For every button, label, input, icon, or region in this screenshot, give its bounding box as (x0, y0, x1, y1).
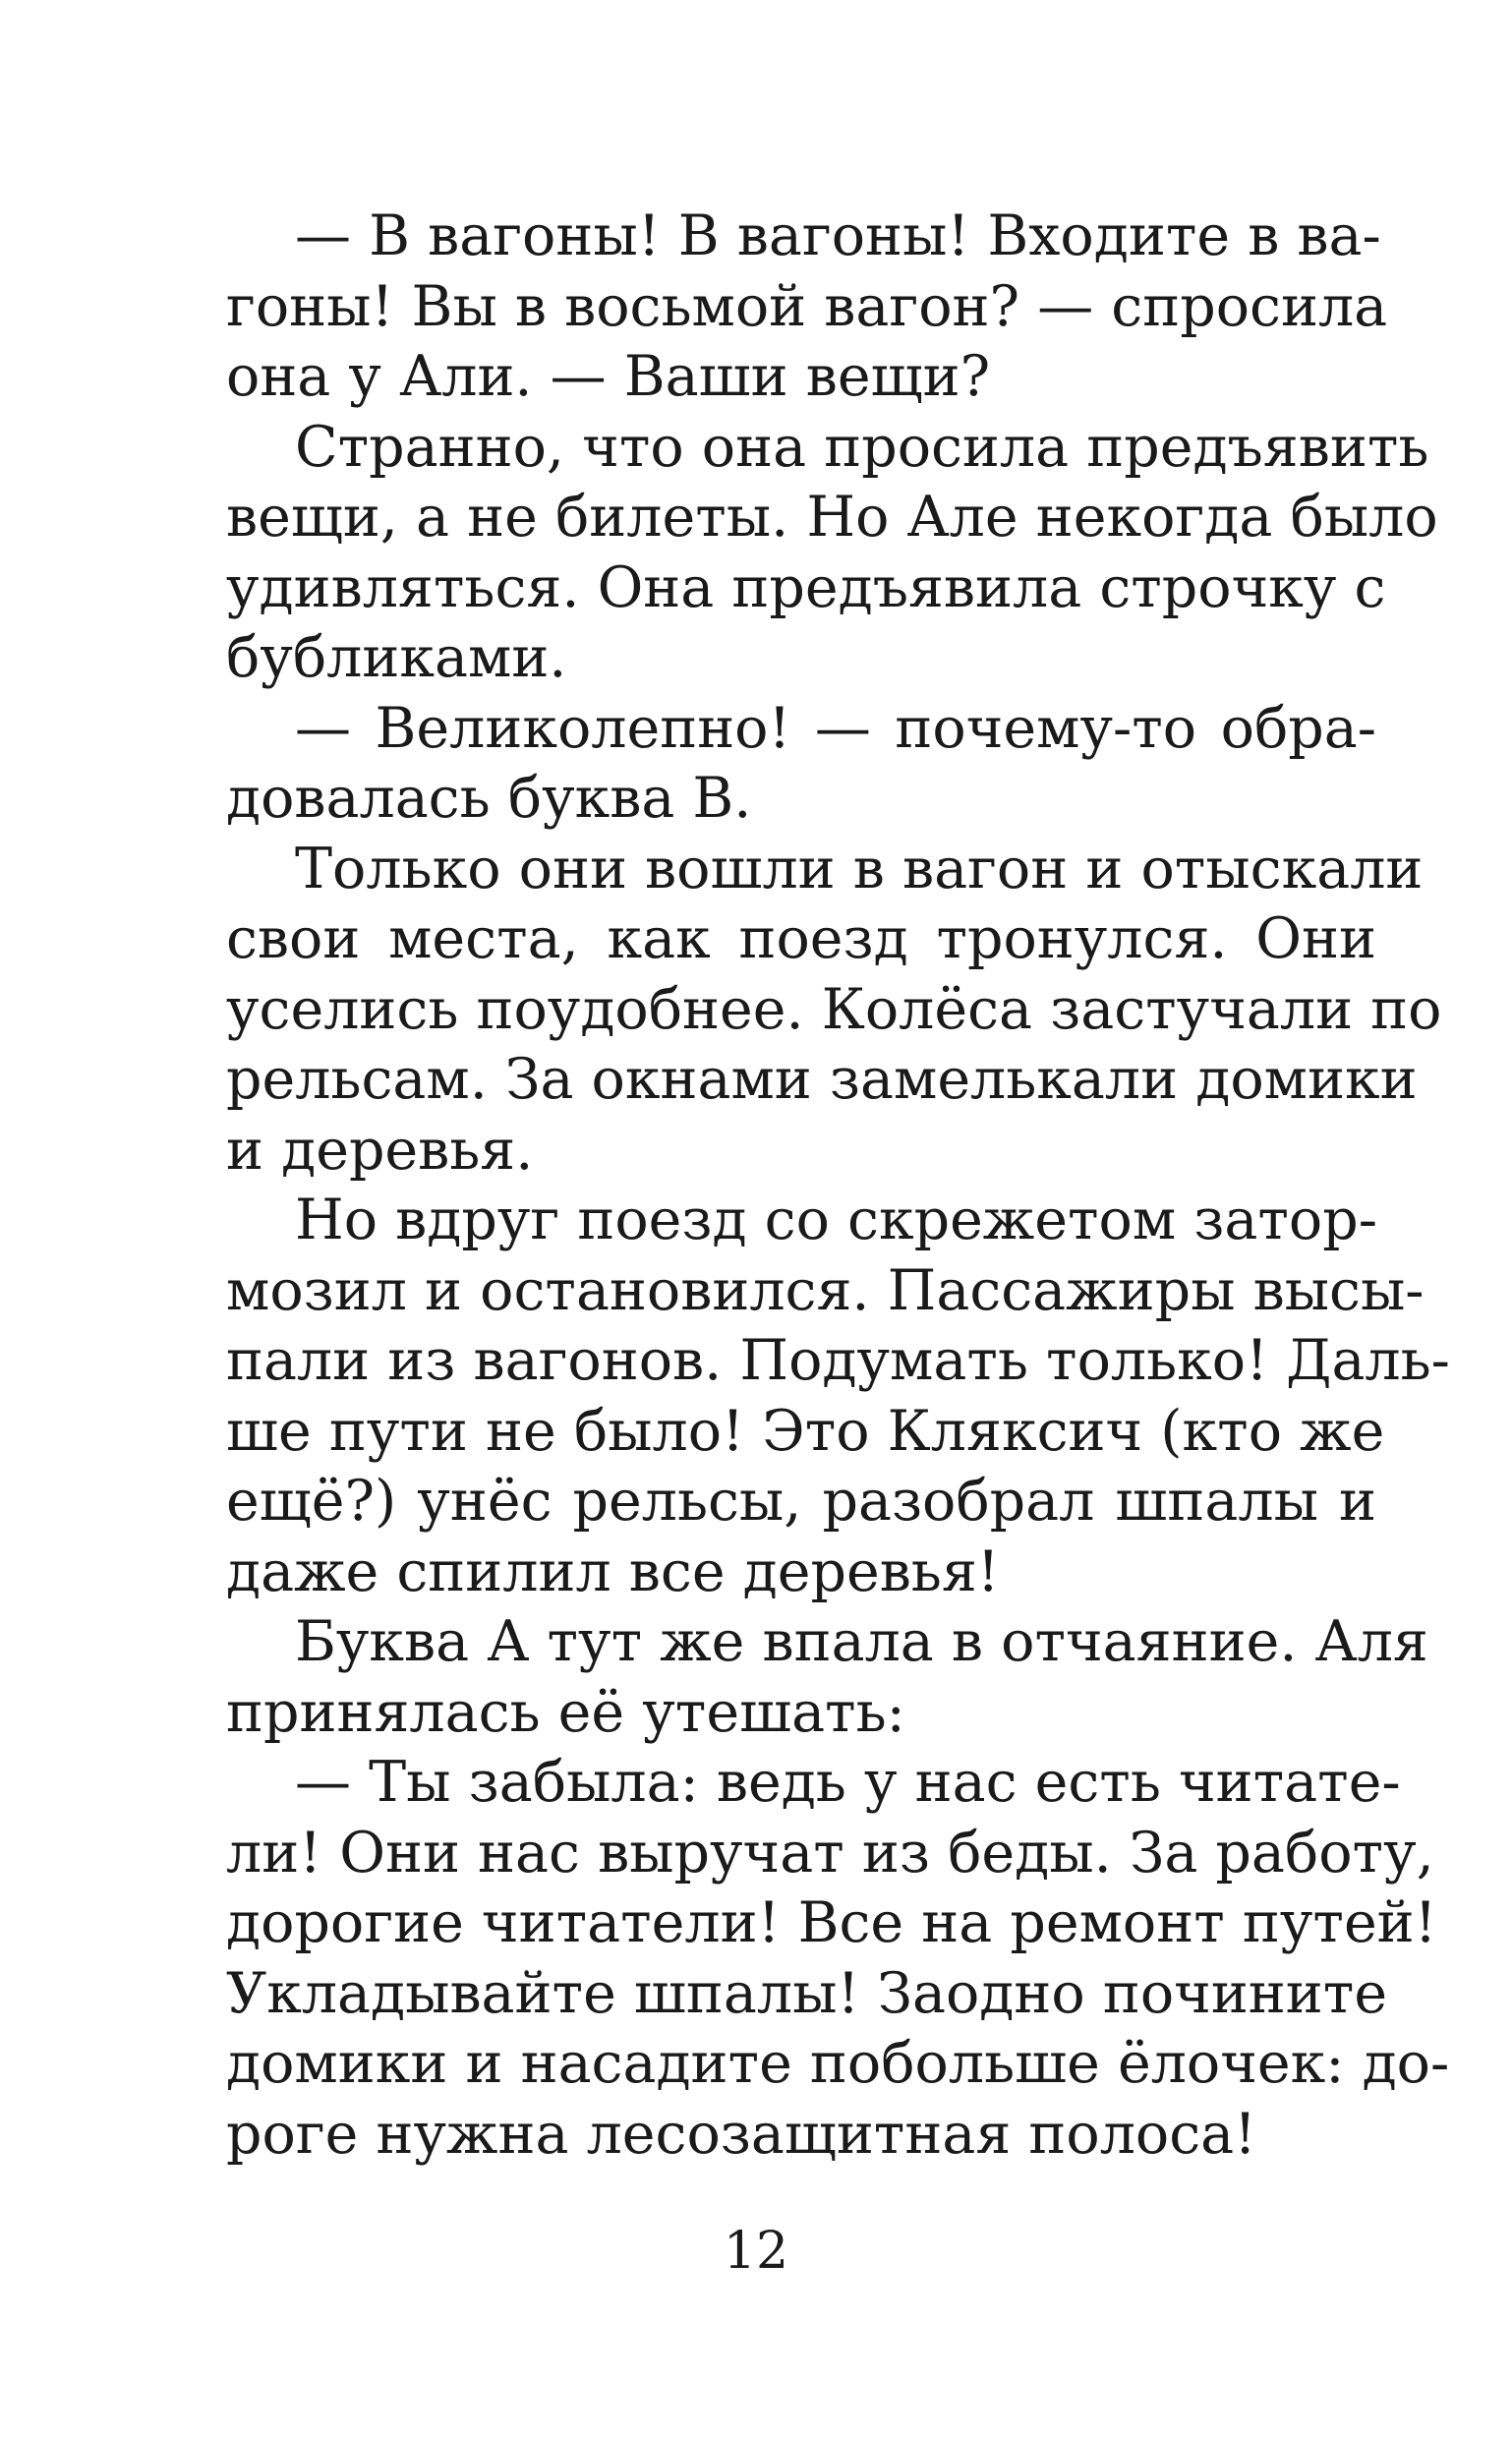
text-line: рельсам. За окнами замелькали домики (226, 1047, 1418, 1112)
text-line: домики и насадите побольше ёлочек: до- (226, 2031, 1450, 2096)
text-line: уселись поудобнее. Колёса застучали по (226, 976, 1442, 1042)
text-line: Буква А тут же впала в отчаяние. Аля (295, 1609, 1428, 1674)
text-line: мозил и остановился. Пассажиры высы- (226, 1257, 1425, 1323)
text-line: — В вагоны! В вагоны! Входите в ва- (295, 203, 1381, 268)
text-line: Странно, что она просила предъявить (295, 414, 1429, 480)
page-text-block (226, 202, 1450, 2170)
text-line: вещи, а не билеты. Но Але некогда было (226, 485, 1438, 550)
text-line: Но вдруг поезд со скрежетом затор- (295, 1188, 1377, 1252)
text-line: бубликами. (226, 625, 567, 690)
text-line: и деревья. (226, 1117, 534, 1183)
text-line: — Ты забыла: ведь у нас есть читате- (295, 1750, 1401, 1815)
page-number: 12 (723, 2222, 789, 2281)
text-line: Укладывайте шпалы! Заодно почините (226, 1960, 1388, 2026)
text-line: пали из вагонов. Подумать только! Даль- (226, 1328, 1450, 1393)
text-line: ше пути не было! Это Кляксич (кто же (226, 1398, 1385, 1464)
text-line: она у Али. — Ваши вещи? (226, 344, 991, 409)
text-line: гоны! Вы в восьмой вагон? — спросила (226, 273, 1388, 339)
text-line: принялась её утешать: (226, 1679, 905, 1745)
text-line: Только они вошли в вагон и отыскали (295, 836, 1424, 901)
text-line: свои места, как поезд тронулся. Они (226, 906, 1376, 971)
text-line: роге нужна лесозащитная полоса! (226, 2101, 1257, 2167)
text-line: ли! Они нас выручат из беды. За работу, (226, 1820, 1434, 1886)
text-line: удивляться. Она предъявила строчку с (226, 554, 1386, 620)
text-line: даже спилил все деревья! (226, 1538, 1000, 1604)
text-line: — Великолепно! — почему-то обра- (295, 695, 1376, 761)
text-line: ещё?) унёс рельсы, разобрал шпалы и (226, 1469, 1376, 1534)
text-line: дорогие читатели! Все на ремонт путей! (226, 1890, 1437, 1955)
text-line: довалась буква В. (226, 766, 752, 831)
